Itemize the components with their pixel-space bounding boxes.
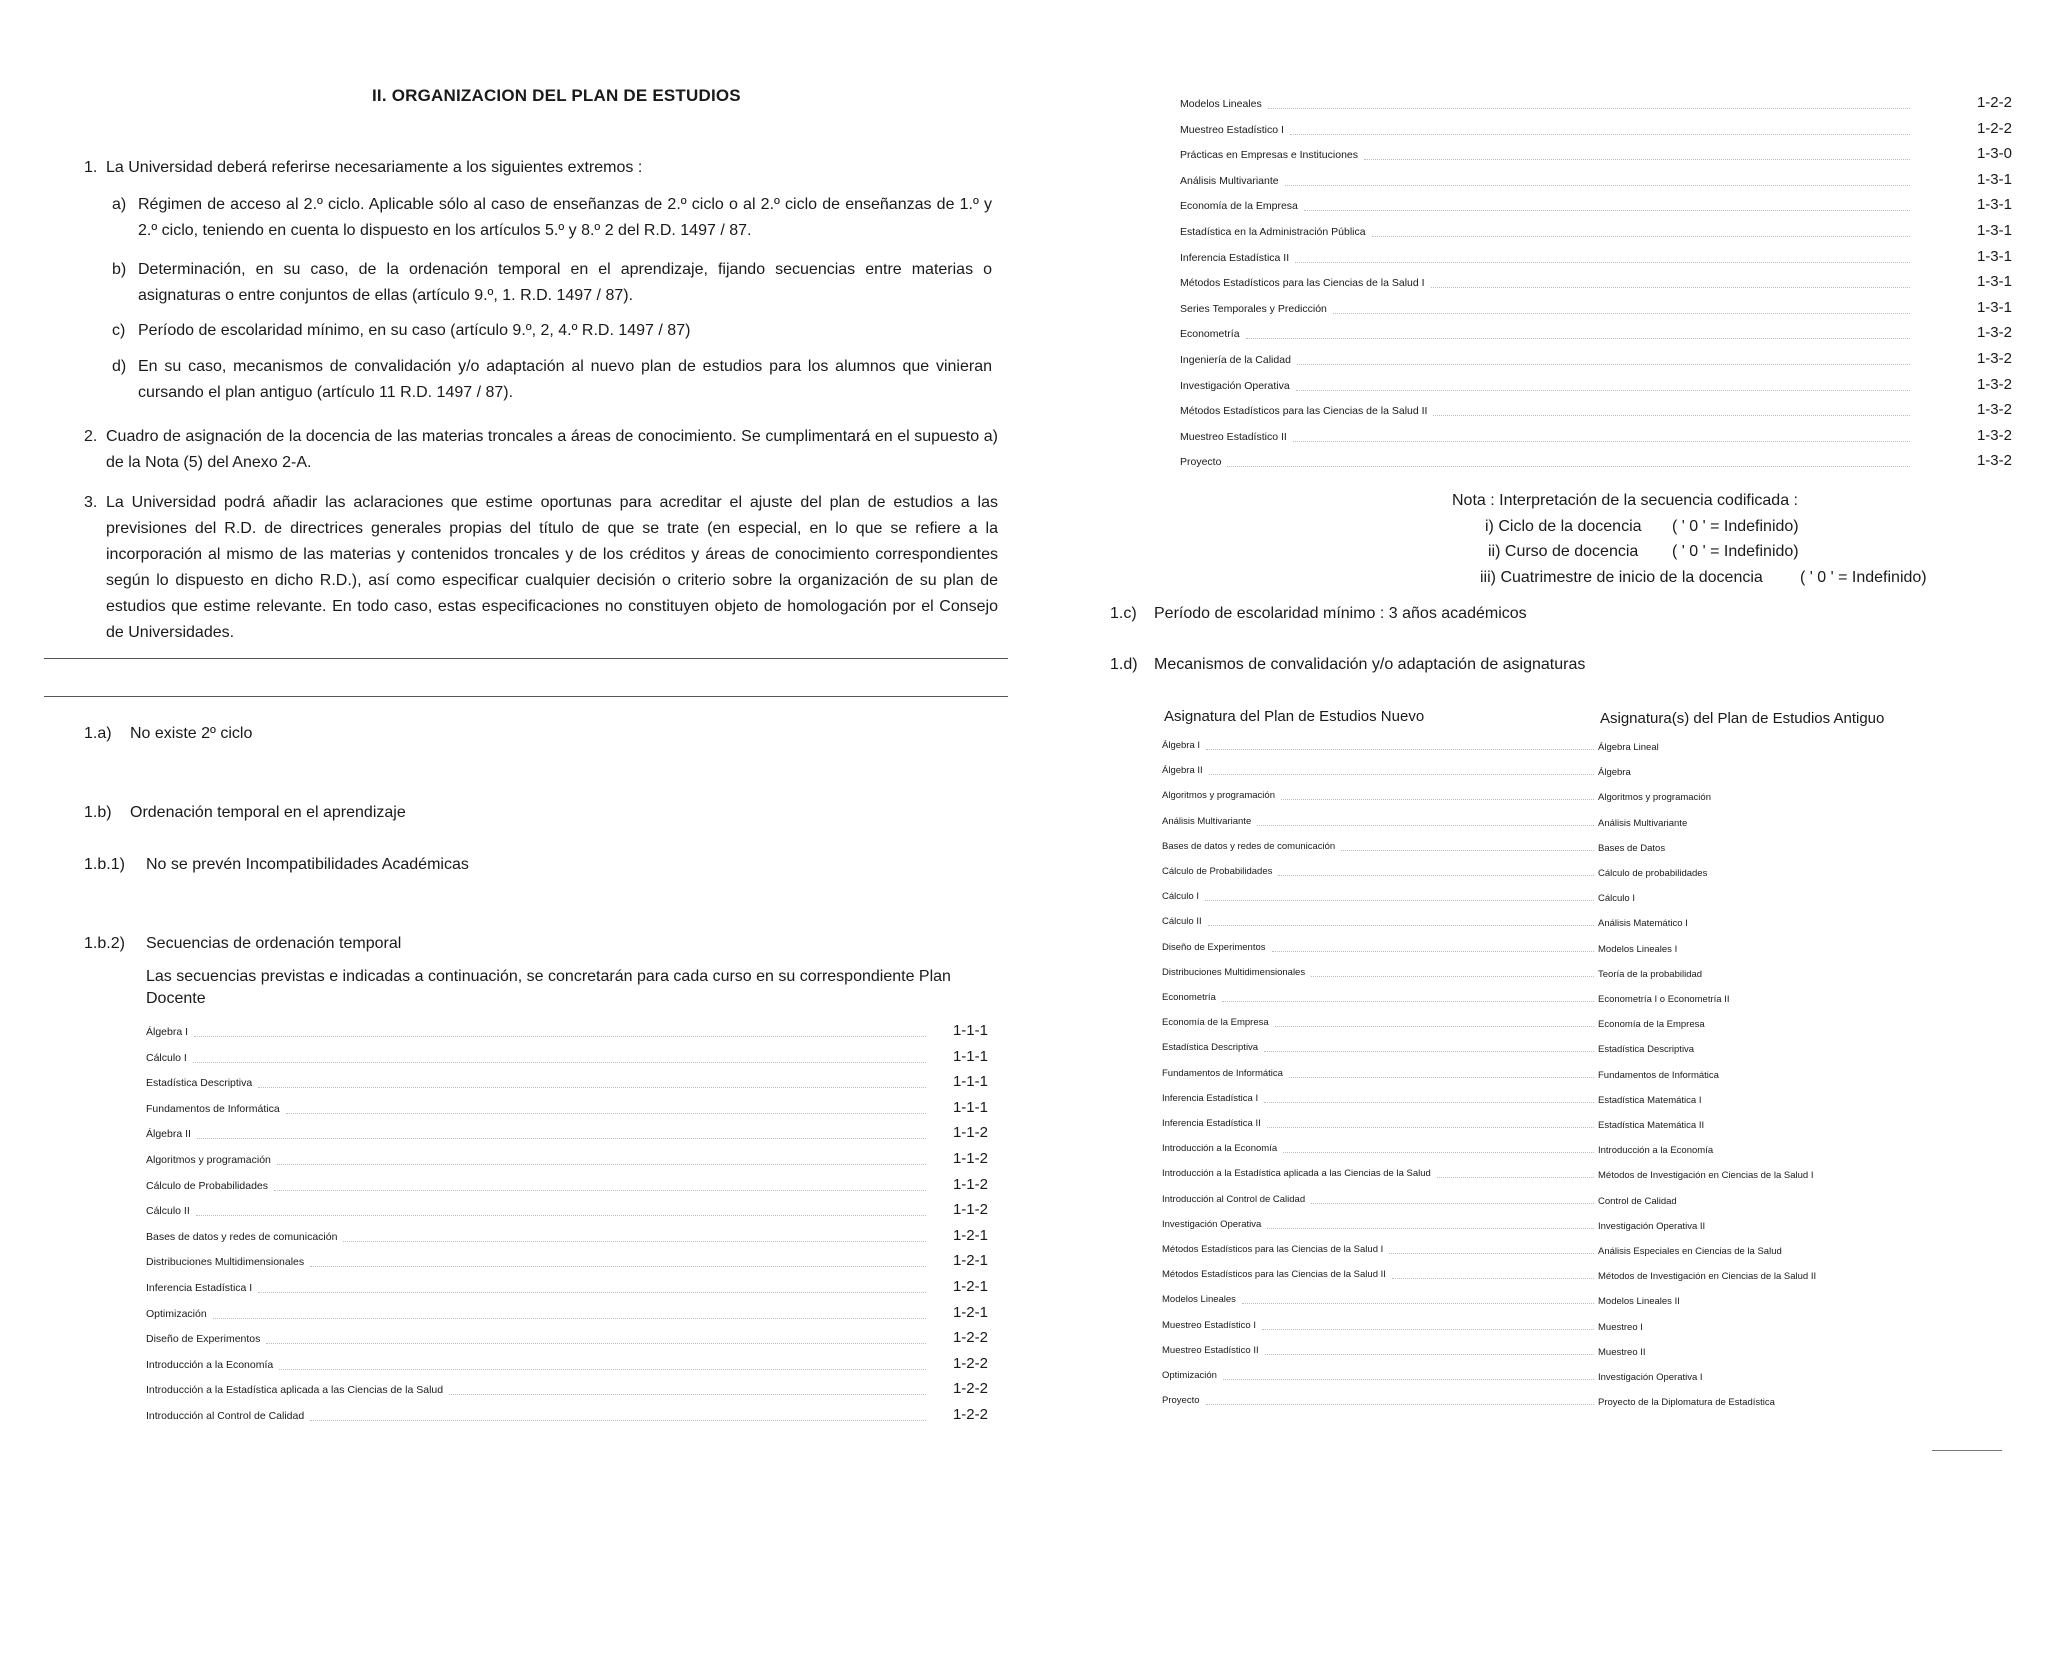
dot-leader: [1227, 466, 1910, 467]
section-label: 1.b.1): [84, 856, 125, 873]
conversion-row: [1162, 839, 2022, 863]
sequence-code: 1-1-1: [952, 1022, 988, 1039]
sequence-code: 1-3-2: [1976, 452, 2012, 470]
subject-name: Métodos Estadísticos para las Ciencias de la Salud I: [1180, 277, 1425, 290]
sequence-row: [146, 1150, 991, 1172]
sequence-row: [1180, 145, 2018, 167]
conversion-row: [1162, 914, 2022, 938]
sequence-list: [146, 1022, 991, 1422]
subject-name: Muestreo Estadístico II: [1180, 430, 1287, 443]
old-subject: Teoría de la probabilidad: [1598, 968, 1703, 980]
paragraph-number: 1.: [84, 159, 98, 176]
sequence-row: [1180, 452, 2018, 474]
new-subject: Estadística Descriptiva: [1162, 1042, 1259, 1054]
dot-leader: [193, 1062, 926, 1063]
paragraph-number: 2.: [84, 428, 98, 445]
new-subject: Álgebra II: [1162, 765, 1203, 777]
subject-name: Fundamentos de Informática: [146, 1102, 280, 1115]
sequence-row: [146, 1227, 991, 1249]
section-label: 1.b.2): [84, 935, 125, 952]
sequence-row: [1180, 273, 2018, 295]
subject-name: Cálculo I: [146, 1051, 187, 1064]
subject-name: Series Temporales y Predicción: [1180, 302, 1327, 315]
sequence-list: [1180, 94, 2018, 474]
old-subject: Modelos Lineales II: [1598, 1296, 1680, 1308]
dot-leader: [1265, 1354, 1594, 1355]
conversion-row: [1162, 814, 2022, 838]
old-subject: Estadística Matemática I: [1598, 1094, 1702, 1106]
subject-name: Ingeniería de la Calidad: [1180, 354, 1291, 366]
sequence-row: [146, 1022, 991, 1044]
sequence-code: 1-2-1: [952, 1226, 988, 1244]
old-subject: Muestreo II: [1598, 1346, 1646, 1358]
new-subject: Cálculo II: [1162, 916, 1202, 928]
sequence-code: 1-3-0: [1976, 145, 2012, 163]
dot-leader: [274, 1190, 926, 1191]
section-text: Secuencias de ordenación temporal: [146, 935, 402, 952]
subject-name: Distribuciones Multidimensionales: [146, 1256, 305, 1269]
dot-leader: [1267, 1228, 1594, 1229]
dot-leader: [1341, 850, 1594, 851]
conversion-row: [1162, 1318, 2022, 1342]
old-subject: Métodos de Investigación en Ciencias de la Salud I: [1598, 1170, 1814, 1182]
subject-name: Introducción a la Estadística aplicada a las Ciencias de la Salud: [146, 1384, 444, 1397]
dot-leader: [310, 1420, 926, 1421]
new-subject: Optimización: [1162, 1370, 1217, 1381]
old-subject: Control de Calidad: [1598, 1195, 1677, 1207]
item-label: d): [112, 358, 127, 375]
sequence-code: 1-3-2: [1976, 401, 2012, 419]
dot-leader: [1209, 774, 1594, 775]
sequence-code: 1-2-1: [952, 1252, 988, 1270]
dot-leader: [1304, 210, 1910, 211]
new-subject: Inferencia Estadística II: [1162, 1118, 1261, 1129]
page-title: II. ORGANIZACION DEL PLAN DE ESTUDIOS: [372, 86, 741, 105]
new-subject: Análisis Multivariante: [1162, 815, 1252, 827]
dot-leader: [1290, 134, 1910, 135]
sequence-row: [1180, 196, 2018, 218]
dot-leader: [1437, 1177, 1594, 1178]
subject-name: Algoritmos y programación: [146, 1154, 271, 1166]
note-value-iii: ( ' 0 ' = Indefinido): [1800, 569, 1927, 586]
sequence-code: 1-1-1: [952, 1073, 988, 1091]
new-subject: Proyecto: [1162, 1395, 1200, 1407]
conversion-row: [1162, 1141, 2022, 1165]
subject-name: Optimización: [146, 1307, 207, 1320]
conversion-row: [1162, 1091, 2022, 1115]
dot-leader: [1296, 390, 1910, 391]
dot-leader: [1293, 441, 1910, 442]
conversion-row: [1162, 1166, 2022, 1190]
section-1b2: [84, 935, 684, 957]
sequence-code: 1-3-2: [1976, 426, 2012, 444]
section-text: No se prevén Incompatibilidades Académicas: [146, 856, 469, 873]
new-subject: Distribuciones Multidimensionales: [1162, 966, 1306, 978]
subject-name: Inferencia Estadística I: [146, 1282, 253, 1294]
subject-name: Bases de datos y redes de comunicación: [146, 1230, 338, 1243]
dot-leader: [1364, 159, 1910, 160]
dot-leader: [1264, 1102, 1594, 1103]
conversion-row: [1162, 788, 2022, 812]
conversion-row: [1162, 965, 2022, 989]
dot-leader: [1246, 338, 1910, 339]
new-subject: Muestreo Estadístico II: [1162, 1344, 1259, 1356]
conversion-row: [1162, 1267, 2022, 1291]
dot-leader: [1433, 415, 1910, 416]
subject-name: Modelos Lineales: [1180, 98, 1262, 110]
old-subject: Modelos Lineales I: [1598, 943, 1678, 955]
sequence-code: 1-3-1: [1976, 196, 2012, 214]
sequence-code: 1-3-2: [1976, 375, 2012, 393]
sequence-row: [146, 1355, 991, 1377]
new-subject: Inferencia Estadística I: [1162, 1092, 1259, 1104]
sequence-code: 1-1-2: [952, 1150, 988, 1167]
new-subject: Introducción al Control de Calidad: [1162, 1193, 1306, 1205]
dot-leader: [1257, 825, 1594, 826]
dot-leader: [310, 1266, 926, 1267]
conversion-table: [1162, 738, 2022, 1418]
paragraph-text: La Universidad podrá añadir las aclaraciones que estime oportunas para acreditar el ajuste del plan de estudios a las previsiones del R.D. de directrices generales propias del título de que se trate (en especial, en lo que se refiere a la incorporación al mismo de las materias y contenidos troncales y de los créditos y áreas de conocimiento correspondientes según lo dispuesto en dicho R.D.), así como especificar cualquier decisión o criterio sobre la organización de su plan de estudios que estime relevante. En todo caso, estas especificaciones no constituyen objeto de homologación por el Consejo de Universidades.: [106, 494, 998, 641]
old-subject: Bases de Datos: [1598, 842, 1666, 854]
sequence-code: 1-2-2: [952, 1329, 988, 1347]
sequence-row: [146, 1201, 991, 1223]
section-1b: [84, 804, 684, 826]
new-subject: Modelos Lineales: [1162, 1294, 1236, 1306]
section-1c: [1110, 605, 1810, 627]
old-subject: Métodos de Investigación en Ciencias de la Salud II: [1598, 1271, 1817, 1283]
sequence-intro: Las secuencias previstas e indicadas a continuación, se concretarán para cada curso en su correspondiente Plan Docente: [146, 968, 951, 1007]
dot-leader: [1431, 287, 1910, 288]
old-subject: Álgebra: [1598, 767, 1631, 779]
subject-name: Econometría: [1180, 328, 1240, 341]
dot-leader: [1205, 900, 1594, 901]
sequence-row: [146, 1048, 991, 1070]
conversion-row: [1162, 1192, 2022, 1216]
new-subject: Álgebra I: [1162, 740, 1201, 751]
paragraph-2: [84, 424, 998, 476]
new-subject: Investigación Operativa: [1162, 1218, 1262, 1230]
section-text: Mecanismos de convalidación y/o adaptación de asignaturas: [1154, 656, 1586, 673]
note-item-ii: ii) Curso de docencia: [1488, 543, 1639, 560]
subject-name: Introducción al Control de Calidad: [146, 1410, 305, 1422]
paragraph-text: La Universidad deberá referirse necesariamente a los siguientes extremos :: [106, 159, 643, 176]
sequence-code: 1-2-1: [952, 1278, 988, 1295]
sequence-row: [1180, 324, 2018, 346]
dot-leader: [1206, 1404, 1594, 1405]
note-item-i: i) Ciclo de la docencia: [1485, 518, 1642, 535]
dot-leader: [1285, 185, 1910, 186]
dot-leader: [343, 1241, 926, 1242]
dot-leader: [1392, 1278, 1594, 1279]
sequence-code: 1-2-2: [952, 1380, 988, 1398]
sequence-row: [146, 1380, 991, 1402]
subject-name: Prácticas en Empresas e Instituciones: [1180, 149, 1358, 162]
dot-leader: [277, 1164, 926, 1165]
divider: [44, 658, 1008, 659]
new-subject: Algoritmos y programación: [1162, 790, 1275, 802]
paragraph-text: Cuadro de asignación de la docencia de las materias troncales a áreas de conocimiento. Se cumplimentará en el supuesto a) de la Nota (5) del Anexo 2-A.: [106, 428, 998, 471]
sequence-code: 1-3-1: [1976, 222, 2012, 239]
sequence-row: [1180, 222, 2018, 244]
sequence-code: 1-2-2: [1976, 94, 2012, 111]
note-item-iii: iii) Cuatrimestre de inicio de la docencia: [1480, 569, 1763, 586]
note-value-i: ( ' 0 ' = Indefinido): [1672, 518, 1799, 535]
dot-leader: [194, 1036, 926, 1037]
new-subject: Econometría: [1162, 992, 1216, 1003]
sequence-row: [146, 1252, 991, 1274]
new-subject: Métodos Estadísticos para las Ciencias de la Salud I: [1162, 1244, 1384, 1255]
item-label: a): [112, 196, 127, 213]
old-subject: Análisis Especiales en Ciencias de la Salud: [1598, 1246, 1782, 1257]
dot-leader: [1275, 1026, 1594, 1027]
conversion-row: [1162, 1040, 2022, 1064]
new-subject: Bases de datos y redes de comunicación: [1162, 840, 1336, 852]
subject-name: Análisis Multivariante: [1180, 174, 1279, 187]
section-1d: [1110, 656, 1810, 678]
dot-leader: [213, 1318, 926, 1319]
subject-name: Álgebra I: [146, 1026, 189, 1038]
old-subject: Introducción a la Economía: [1598, 1145, 1714, 1157]
conversion-header-new: Asignatura del Plan de Estudios Nuevo: [1164, 708, 1425, 725]
dot-leader: [1222, 1001, 1594, 1002]
dot-leader: [279, 1369, 926, 1370]
dot-leader: [1311, 976, 1594, 977]
new-subject: Introducción a la Economía: [1162, 1143, 1278, 1155]
sequence-row: [146, 1176, 991, 1198]
sequence-row: [146, 1124, 991, 1146]
dot-leader: [1372, 236, 1910, 237]
subject-name: Estadística en la Administración Pública: [1180, 226, 1366, 238]
conversion-row: [1162, 990, 2022, 1014]
sequence-row: [1180, 248, 2018, 270]
section-text: No existe 2º ciclo: [130, 725, 253, 742]
subject-name: Cálculo II: [146, 1205, 190, 1218]
dot-leader: [1389, 1253, 1594, 1254]
dot-leader: [286, 1113, 926, 1114]
section-1a: [84, 725, 684, 747]
item-c: [112, 318, 992, 344]
subject-name: Economía de la Empresa: [1180, 200, 1298, 213]
subject-name: Muestreo Estadístico I: [1180, 123, 1284, 136]
dot-leader: [1268, 108, 1910, 109]
sequence-row: [1180, 120, 2018, 142]
sequence-row: [146, 1329, 991, 1351]
item-b: [112, 257, 992, 309]
old-subject: Estadística Descriptiva: [1598, 1044, 1695, 1056]
dot-leader: [1208, 925, 1594, 926]
old-subject: Investigación Operativa I: [1598, 1372, 1703, 1383]
conversion-row: [1162, 864, 2022, 888]
conversion-header-old: Asignatura(s) del Plan de Estudios Antiguo: [1600, 710, 1885, 727]
conversion-row: [1162, 1292, 2022, 1316]
dot-leader: [1311, 1203, 1594, 1204]
subject-name: Estadística Descriptiva: [146, 1077, 253, 1090]
sequence-row: [146, 1406, 991, 1428]
subject-name: Inferencia Estadística II: [1180, 251, 1290, 264]
dot-leader: [449, 1394, 926, 1395]
subject-name: Cálculo de Probabilidades: [146, 1179, 268, 1192]
conversion-row: [1162, 1393, 2022, 1417]
conversion-row: [1162, 940, 2022, 964]
old-subject: Cálculo I: [1598, 893, 1635, 905]
section-label: 1.c): [1110, 605, 1137, 622]
dot-leader: [1278, 875, 1594, 876]
section-text: Ordenación temporal en el aprendizaje: [130, 804, 406, 821]
conversion-row: [1162, 738, 2022, 762]
new-subject: Métodos Estadísticos para las Ciencias de la Salud II: [1162, 1269, 1386, 1281]
old-subject: Muestreo I: [1598, 1321, 1643, 1333]
conversion-row: [1162, 1242, 2022, 1266]
sequence-code: 1-1-2: [952, 1124, 988, 1142]
dot-leader: [1264, 1051, 1594, 1052]
item-text: En su caso, mecanismos de convalidación y/o adaptación al nuevo plan de estudios para los alumnos que vinieran cursando el plan antiguo (artículo 11 R.D. 1497 / 87).: [138, 358, 992, 401]
section-label: 1.d): [1110, 656, 1138, 673]
conversion-row: [1162, 1217, 2022, 1241]
section-text: Período de escolaridad mínimo : 3 años académicos: [1154, 605, 1527, 622]
sequence-row: [146, 1304, 991, 1326]
new-subject: Diseño de Experimentos: [1162, 941, 1266, 953]
sequence-code: 1-3-2: [1976, 324, 2012, 342]
note-value-ii: ( ' 0 ' = Indefinido): [1672, 543, 1799, 560]
conversion-row: [1162, 1368, 2022, 1392]
paragraph-number: 3.: [84, 494, 98, 511]
old-subject: Econometría I o Econometría II: [1598, 994, 1730, 1005]
paragraph-1: [84, 155, 1004, 185]
section-label: 1.a): [84, 725, 112, 742]
sequence-row: [1180, 376, 2018, 398]
old-subject: Análisis Matemático I: [1598, 918, 1688, 930]
item-text: Régimen de acceso al 2.º ciclo. Aplicable sólo al caso de enseñanzas de 2.º ciclo o al 2.º ciclo de enseñanzas de 1.º y 2.º ciclo, teniendo en cuenta lo dispuesto en los artículos 5.º y 8.º 2 del R.D. 1497 / 87.: [138, 196, 992, 239]
conversion-row: [1162, 1066, 2022, 1090]
conversion-row: [1162, 1116, 2022, 1140]
dot-leader: [197, 1138, 926, 1139]
old-subject: Economía de la Empresa: [1598, 1019, 1705, 1031]
new-subject: Economía de la Empresa: [1162, 1017, 1269, 1029]
sequence-row: [1180, 427, 2018, 449]
section-1b1: [84, 856, 684, 878]
new-subject: Cálculo de Probabilidades: [1162, 866, 1273, 877]
dot-leader: [258, 1292, 926, 1293]
dot-leader: [1206, 749, 1594, 750]
dot-leader: [196, 1215, 926, 1216]
sequence-code: 1-3-2: [1976, 350, 2012, 367]
old-subject: Álgebra Lineal: [1598, 742, 1659, 753]
divider: [44, 696, 1008, 697]
sequence-row: [1180, 401, 2018, 423]
item-label: c): [112, 322, 126, 339]
subject-name: Investigación Operativa: [1180, 379, 1290, 392]
old-subject: Estadística Matemática II: [1598, 1120, 1705, 1131]
new-subject: Muestreo Estadístico I: [1162, 1319, 1256, 1331]
dot-leader: [1333, 313, 1910, 314]
sequence-code: 1-3-1: [1976, 298, 2012, 316]
old-subject: Investigación Operativa II: [1598, 1220, 1706, 1232]
sequence-row: [1180, 299, 2018, 321]
subject-name: Introducción a la Economía: [146, 1358, 274, 1371]
sequence-code: 1-3-1: [1976, 170, 2012, 188]
conversion-row: [1162, 763, 2022, 787]
sequence-row: [1180, 171, 2018, 193]
dot-leader: [1283, 1152, 1594, 1153]
sequence-code: 1-2-1: [952, 1303, 988, 1321]
sequence-code: 1-2-2: [952, 1354, 988, 1372]
new-subject: Cálculo I: [1162, 891, 1199, 903]
divider: [1932, 1450, 2002, 1451]
old-subject: Proyecto de la Diplomatura de Estadística: [1598, 1397, 1775, 1409]
old-subject: Cálculo de probabilidades: [1598, 868, 1708, 879]
item-d: [112, 354, 992, 406]
item-label: b): [112, 261, 127, 278]
item-text: Período de escolaridad mínimo, en su caso (artículo 9.º, 2, 4.º R.D. 1497 / 87): [138, 322, 691, 339]
new-subject: Fundamentos de Informática: [1162, 1067, 1283, 1079]
dot-leader: [1289, 1077, 1594, 1078]
note-title: Nota : Interpretación de la secuencia codificada :: [1452, 492, 1798, 509]
new-subject: Introducción a la Estadística aplicada a las Ciencias de la Salud: [1162, 1168, 1431, 1180]
sequence-code: 1-2-2: [952, 1406, 988, 1423]
dot-leader: [1267, 1127, 1594, 1128]
dot-leader: [1223, 1379, 1594, 1380]
sequence-row: [146, 1278, 991, 1300]
dot-leader: [1242, 1303, 1594, 1304]
section-label: 1.b): [84, 804, 112, 821]
item-a: [112, 192, 992, 244]
subject-name: Métodos Estadísticos para las Ciencias de la Salud II: [1180, 405, 1428, 418]
dot-leader: [1295, 262, 1910, 263]
item-text: Determinación, en su caso, de la ordenación temporal en el aprendizaje, fijando secuencias entre materias o asignaturas o entre conjuntos de ellas (artículo 9.º, 1. R.D. 1497 / 87).: [138, 261, 992, 304]
sequence-row: [1180, 94, 2018, 116]
dot-leader: [258, 1087, 926, 1088]
sequence-row: [146, 1099, 991, 1121]
sequence-code: 1-1-2: [952, 1201, 988, 1219]
old-subject: Fundamentos de Informática: [1598, 1069, 1719, 1081]
dot-leader: [1297, 364, 1910, 365]
subject-name: Proyecto: [1180, 456, 1222, 469]
conversion-row: [1162, 1015, 2022, 1039]
sequence-code: 1-2-2: [1976, 119, 2012, 137]
old-subject: Análisis Multivariante: [1598, 817, 1688, 829]
sequence-code: 1-1-2: [952, 1175, 988, 1193]
paragraph-3: [84, 490, 998, 650]
dot-leader: [1272, 951, 1594, 952]
dot-leader: [1262, 1329, 1594, 1330]
sequence-code: 1-1-1: [952, 1098, 988, 1116]
conversion-row: [1162, 889, 2022, 913]
old-subject: Algoritmos y programación: [1598, 792, 1711, 804]
subject-name: Álgebra II: [146, 1128, 191, 1141]
sequence-row: [146, 1073, 991, 1095]
conversion-row: [1162, 1343, 2022, 1367]
sequence-code: 1-3-1: [1976, 273, 2012, 291]
dot-leader: [1281, 799, 1594, 800]
subject-name: Diseño de Experimentos: [146, 1333, 261, 1346]
sequence-code: 1-3-1: [1976, 247, 2012, 265]
sequence-code: 1-1-1: [952, 1047, 988, 1065]
sequence-row: [1180, 350, 2018, 372]
dot-leader: [266, 1343, 926, 1344]
